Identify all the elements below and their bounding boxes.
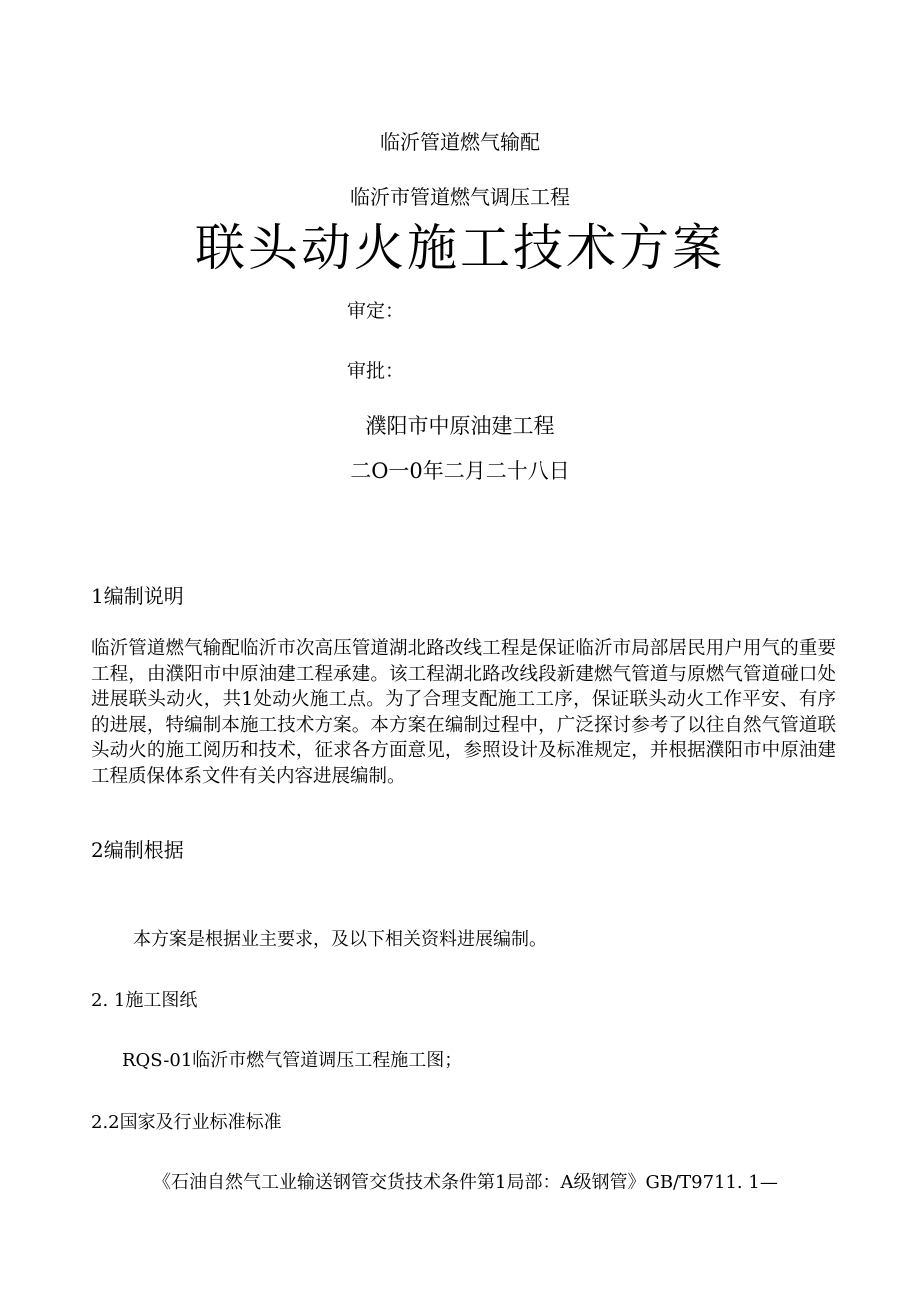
subsection-2-1-heading: 2. 1施工图纸 [91, 990, 198, 1011]
document-date: 二O一0年二月二十八日 [350, 459, 570, 483]
organization-name: 临沂管道燃气输配 [380, 130, 540, 154]
company-name: 濮阳市中原油建工程 [365, 414, 555, 438]
review-label: 审定： [347, 300, 405, 322]
section-2-heading: 2编制根据 [91, 838, 184, 862]
project-name: 临沂市管道燃气调压工程 [350, 185, 570, 209]
section-1-heading: 1编制说明 [91, 584, 184, 608]
approve-label: 审批： [347, 360, 405, 382]
section-2-intro: 本方案是根据业主要求，及以下相关资料进展编制。 [133, 929, 547, 950]
section-1-body: 临沂管道燃气输配临沂市次高压管道湖北路改线工程是保证临沂市局部居民用户用气的重要工程，由濮阳市中原油建工程承建。该工程湖北路改线段新建燃气管道与原燃气管道碰口处进展联头动火，共1处动火施工点。为了合理支配施工工序，保证联头动火工作平安、有序的进展，特编制本施工技术方案。本方案在编制过程中，广泛探讨参考了以往自然气管道联头动火的施工阅历和技术，征求各方面意见，参照设计及标准规定，并根据濮阳市中原油建工程质保体系文件有关内容进展编制。 [91, 638, 836, 787]
subsection-2-2-body: 《石油自然气工业输送钢管交货技术条件第1局部：A级钢管》GB/T9711. 1— [153, 1172, 778, 1193]
subsection-2-2-heading: 2.2国家及行业标准标准 [91, 1112, 282, 1133]
subsection-2-1-body: RQS-01临沂市燃气管道调压工程施工图； [122, 1050, 463, 1071]
document-title: 联头动火施工技术方案 [195, 219, 725, 277]
